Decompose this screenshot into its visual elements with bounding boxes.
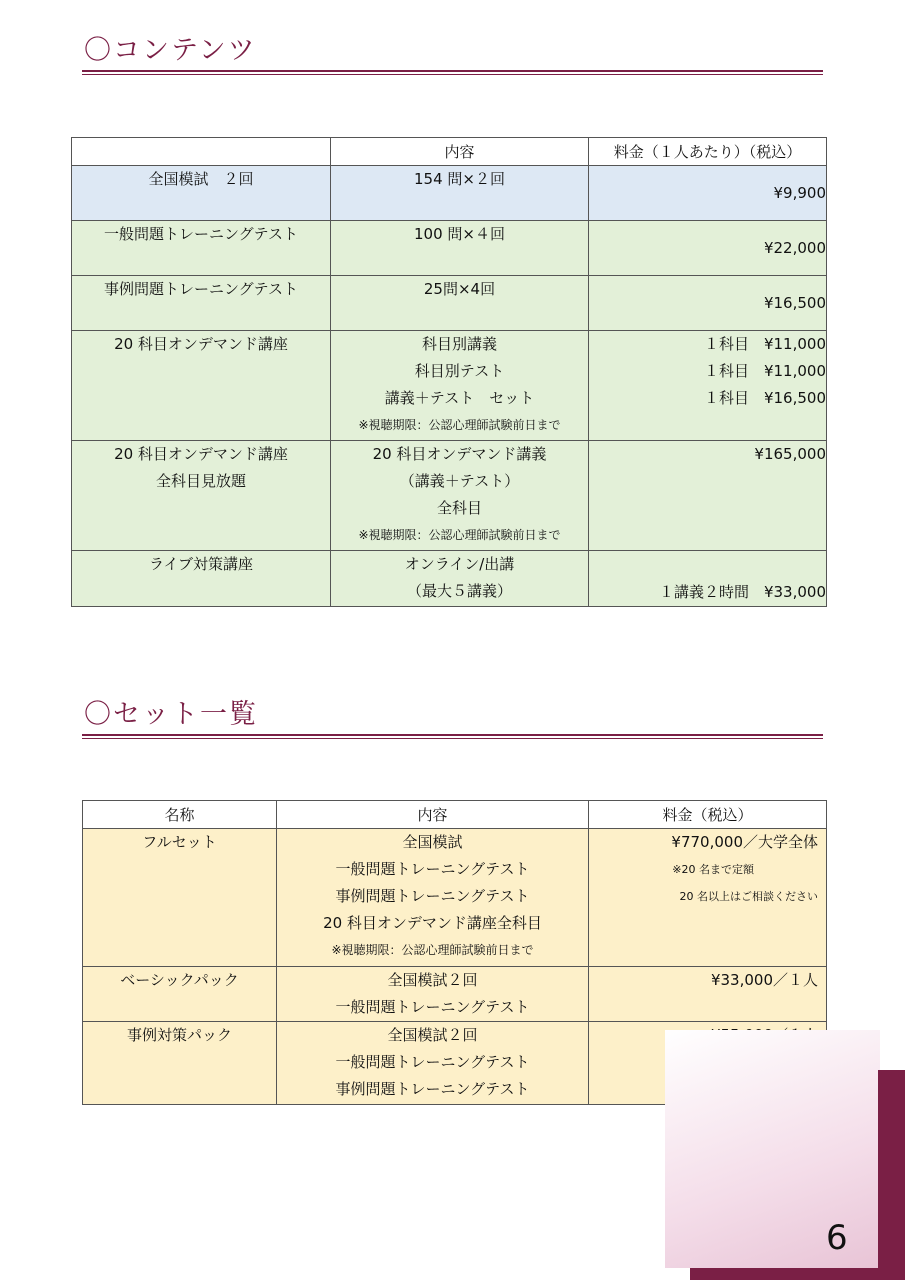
- row-content: 全科目: [436, 499, 482, 517]
- row-content: 100 問×４回: [414, 225, 505, 243]
- table-row: [83, 967, 827, 1022]
- row-content: 科目別テスト: [414, 362, 505, 380]
- row-content: （最大５講義）: [406, 582, 512, 600]
- set-header-content: 内容: [277, 801, 589, 829]
- set-price: ¥33,000／１人: [710, 971, 818, 989]
- set-content: 一般問題トレーニングテスト: [335, 1053, 530, 1071]
- row-name: 全国模試 ２回: [148, 170, 254, 188]
- set-content: 全国模試: [402, 833, 463, 851]
- row-price: １科目 ¥11,000: [703, 335, 826, 353]
- row-name: ライブ対策講座: [148, 555, 254, 573]
- row-name: 一般問題トレーニングテスト: [103, 225, 299, 243]
- contents-section-title: 〇コンテンツ: [84, 35, 257, 66]
- row-price: ¥9,900: [773, 183, 826, 202]
- set-section-title: 〇セット一覧: [84, 699, 258, 730]
- table-row: [72, 166, 827, 221]
- table-row: [72, 221, 827, 276]
- set-header-price: 料金（税込）: [589, 801, 827, 829]
- corner-bar-bottom: [690, 1268, 905, 1280]
- set-content: 20 科目オンデマンド講座全科目: [323, 914, 542, 932]
- row-price: ¥16,500: [763, 293, 826, 312]
- row-price: ¥22,000: [763, 238, 826, 257]
- set-content: 全国模試２回: [387, 971, 478, 989]
- row-name: 20 科目オンデマンド講座: [114, 335, 288, 353]
- set-title-rule: [82, 734, 823, 739]
- table-row: [72, 331, 827, 441]
- set-price: ¥770,000／大学全体: [671, 833, 818, 851]
- row-price: １科目 ¥16,500: [703, 389, 826, 407]
- table-row: [72, 551, 827, 607]
- set-header-row: [83, 801, 827, 829]
- row-content: 講義＋テスト セット: [384, 389, 535, 407]
- set-name: 事例対策パック: [126, 1026, 232, 1044]
- contents-header-row: [72, 138, 827, 166]
- page-number: 6: [826, 1218, 848, 1258]
- corner-gradient-decoration: [665, 1030, 880, 1268]
- set-header-name: 名称: [83, 801, 277, 829]
- set-name: フルセット: [142, 833, 217, 851]
- viewing-period-note: ※視聴期限：公認心理師試験前日まで: [358, 418, 561, 432]
- row-name: 全科目見放題: [155, 472, 246, 490]
- row-name: 20 科目オンデマンド講座: [114, 445, 288, 463]
- corner-bar-right: [878, 1070, 905, 1280]
- contents-table: [71, 137, 827, 607]
- table-row: [72, 441, 827, 551]
- table-row: [83, 829, 827, 967]
- set-content: 一般問題トレーニングテスト: [335, 860, 530, 878]
- row-content: 154 問×２回: [414, 170, 505, 188]
- contents-header-content: 内容: [331, 138, 589, 166]
- contents-header-name: [72, 138, 331, 166]
- row-name: 事例問題トレーニングテスト: [103, 280, 299, 298]
- row-price: ¥165,000: [754, 445, 826, 463]
- row-content: 科目別講義: [421, 335, 497, 353]
- price-note: 20 名以上はご相談ください: [679, 890, 818, 903]
- contents-header-price: 料金（１人あたり）（税込）: [589, 138, 827, 166]
- price-note: ※20 名まで定額: [672, 863, 754, 876]
- row-content: 25問×4回: [423, 280, 496, 298]
- set-content: 全国模試２回: [387, 1026, 478, 1044]
- table-row: [72, 276, 827, 331]
- viewing-period-note: ※視聴期限：公認心理師試験前日まで: [358, 528, 561, 542]
- set-content: 事例問題トレーニングテスト: [335, 1080, 530, 1098]
- set-name: ベーシックパック: [120, 971, 239, 989]
- viewing-period-note: ※視聴期限：公認心理師試験前日まで: [331, 943, 534, 957]
- set-content: 事例問題トレーニングテスト: [335, 887, 530, 905]
- row-price: １講義２時間 ¥33,000: [658, 583, 826, 601]
- contents-title-rule: [82, 70, 823, 75]
- row-content: （講義＋テスト）: [399, 472, 520, 490]
- set-content: 一般問題トレーニングテスト: [335, 998, 530, 1016]
- row-content: 20 科目オンデマンド講義: [372, 445, 547, 463]
- row-price: １科目 ¥11,000: [703, 362, 826, 380]
- row-content: オンライン/出講: [404, 555, 515, 573]
